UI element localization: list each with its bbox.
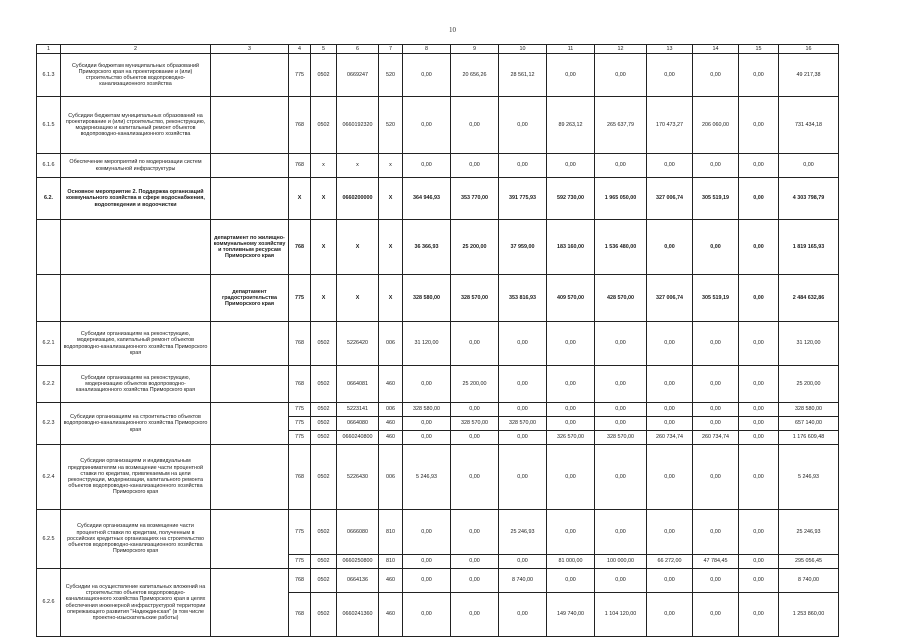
amount-cell: 0,00 xyxy=(547,569,595,593)
amount-cell: 0,00 xyxy=(647,366,693,403)
target-article-code: 5226420 xyxy=(337,322,379,366)
amount-cell: 0,00 xyxy=(739,403,779,417)
amount-cell: 0,00 xyxy=(547,366,595,403)
amount-cell: 353 770,00 xyxy=(451,178,499,220)
row-name xyxy=(61,275,211,322)
row-name: Субсидии организациям на строительство объектов водопроводно-канализационного хозяйства Приморского края xyxy=(61,403,211,445)
expense-type-code: Х xyxy=(379,220,403,275)
amount-cell: 328 580,00 xyxy=(779,403,839,417)
amount-cell: 0,00 xyxy=(451,322,499,366)
amount-cell: 0,00 xyxy=(693,417,739,431)
grbs-code: 768 xyxy=(289,366,311,403)
amount-cell: 25 246,93 xyxy=(779,510,839,555)
amount-cell: 0,00 xyxy=(739,510,779,555)
amount-cell: 328 570,00 xyxy=(499,417,547,431)
expense-type-code: 810 xyxy=(379,555,403,569)
table-row xyxy=(37,178,839,220)
row-executor xyxy=(211,178,289,220)
column-number: 11 xyxy=(547,45,595,54)
section-code: 0502 xyxy=(311,54,337,97)
column-number: 3 xyxy=(211,45,289,54)
table-row xyxy=(37,510,839,555)
grbs-code: 768 xyxy=(289,322,311,366)
amount-cell: 0,00 xyxy=(451,403,499,417)
target-article-code: 0664081 xyxy=(337,366,379,403)
row-code: 6.1.6 xyxy=(37,154,61,178)
amount-cell: 25 246,93 xyxy=(499,510,547,555)
section-code: 0502 xyxy=(311,593,337,637)
table-row xyxy=(37,445,839,510)
row-name: Субсидии организациям на реконструкцию, модернизацию объектов водопроводно-канализационного хозяйства Приморского края xyxy=(61,366,211,403)
amount-cell: 20 656,26 xyxy=(451,54,499,97)
amount-cell: 0,00 xyxy=(403,431,451,445)
amount-cell: 0,00 xyxy=(595,154,647,178)
row-executor xyxy=(211,97,289,154)
row-code: 6.2.5 xyxy=(37,510,61,569)
grbs-code: 768 xyxy=(289,220,311,275)
amount-cell: 206 060,00 xyxy=(693,97,739,154)
target-article-code: 0666080 xyxy=(337,510,379,555)
amount-cell: 0,00 xyxy=(693,445,739,510)
column-number: 6 xyxy=(337,45,379,54)
amount-cell: 0,00 xyxy=(403,593,451,637)
amount-cell: 36 366,93 xyxy=(403,220,451,275)
amount-cell: 1 536 480,00 xyxy=(595,220,647,275)
amount-cell: 328 570,00 xyxy=(451,417,499,431)
amount-cell: 353 816,93 xyxy=(499,275,547,322)
amount-cell: 170 473,27 xyxy=(647,97,693,154)
row-name: Субсидии на осуществление капитальных вложений на строительство объектов водопроводно-канализационного хозяйства Приморского края в целях обеспечения инженерной инфраструктурой территории опережающего развития "Надеждинская" (в том числе проектно-изыскательские работы) xyxy=(61,569,211,637)
amount-cell: 327 006,74 xyxy=(647,178,693,220)
section-code: 0502 xyxy=(311,97,337,154)
target-article-code: 0660250800 xyxy=(337,555,379,569)
row-executor xyxy=(211,403,289,445)
amount-cell: 0,00 xyxy=(647,220,693,275)
table-row xyxy=(37,403,839,417)
row-code: 6.1.5 xyxy=(37,97,61,154)
amount-cell: 149 740,00 xyxy=(547,593,595,637)
table-row xyxy=(37,154,839,178)
section-code: Х xyxy=(311,178,337,220)
row-name: Субсидии бюджетам муниципальных образований на проектирование и (или) строительство, реконструкцию, модернизацию и капитальный ремонт объектов водопроводно-канализационного хозяйства xyxy=(61,97,211,154)
amount-cell: 428 570,00 xyxy=(595,275,647,322)
table-row xyxy=(37,54,839,97)
row-name: Основное мероприятие 2. Поддержка организаций коммунального хозяйства в сфере водоснабжения, водоотведения и водоочистки xyxy=(61,178,211,220)
row-code xyxy=(37,220,61,275)
grbs-code: 775 xyxy=(289,275,311,322)
amount-cell: 0,00 xyxy=(499,322,547,366)
amount-cell: 0,00 xyxy=(739,417,779,431)
row-code xyxy=(37,275,61,322)
grbs-code: 768 xyxy=(289,445,311,510)
amount-cell: 0,00 xyxy=(595,569,647,593)
row-executor xyxy=(211,366,289,403)
amount-cell: 326 570,00 xyxy=(547,431,595,445)
amount-cell: 0,00 xyxy=(693,154,739,178)
row-code: 6.1.3 xyxy=(37,54,61,97)
amount-cell: 0,00 xyxy=(451,510,499,555)
table-row xyxy=(37,569,839,593)
expense-type-code: х xyxy=(379,154,403,178)
column-number: 8 xyxy=(403,45,451,54)
amount-cell: 1 253 860,00 xyxy=(779,593,839,637)
grbs-code: Х xyxy=(289,178,311,220)
expense-type-code: 460 xyxy=(379,431,403,445)
amount-cell: 0,00 xyxy=(451,431,499,445)
amount-cell: 0,00 xyxy=(739,569,779,593)
amount-cell: 81 000,00 xyxy=(547,555,595,569)
row-executor xyxy=(211,154,289,178)
amount-cell: 592 730,00 xyxy=(547,178,595,220)
amount-cell: 0,00 xyxy=(451,555,499,569)
expense-type-code: 520 xyxy=(379,97,403,154)
section-code: х xyxy=(311,154,337,178)
amount-cell: 0,00 xyxy=(739,97,779,154)
section-code: 0502 xyxy=(311,403,337,417)
amount-cell: 1 819 165,93 xyxy=(779,220,839,275)
amount-cell: 100 000,00 xyxy=(595,555,647,569)
grbs-code: 768 xyxy=(289,569,311,593)
amount-cell: 31 120,00 xyxy=(403,322,451,366)
column-number: 14 xyxy=(693,45,739,54)
target-article-code: Х xyxy=(337,220,379,275)
amount-cell: 31 120,00 xyxy=(779,322,839,366)
amount-cell: 0,00 xyxy=(647,154,693,178)
amount-cell: 0,00 xyxy=(403,417,451,431)
grbs-code: 768 xyxy=(289,593,311,637)
amount-cell: 0,00 xyxy=(693,510,739,555)
row-executor xyxy=(211,569,289,637)
grbs-code: 768 xyxy=(289,154,311,178)
amount-cell: 0,00 xyxy=(547,322,595,366)
amount-cell: 25 200,00 xyxy=(451,366,499,403)
amount-cell: 0,00 xyxy=(499,154,547,178)
amount-cell: 0,00 xyxy=(739,220,779,275)
amount-cell: 5 246,93 xyxy=(403,445,451,510)
amount-cell: 0,00 xyxy=(403,97,451,154)
row-code: 6.2.2 xyxy=(37,366,61,403)
amount-cell: 0,00 xyxy=(403,569,451,593)
amount-cell: 0,00 xyxy=(547,510,595,555)
target-article-code: 0660241360 xyxy=(337,593,379,637)
amount-cell: 0,00 xyxy=(595,366,647,403)
target-article-code: х xyxy=(337,154,379,178)
amount-cell: 0,00 xyxy=(693,220,739,275)
row-executor: департамент по жилищно-коммунальному хозяйству и топливным ресурсам Приморского края xyxy=(211,220,289,275)
amount-cell: 0,00 xyxy=(739,54,779,97)
row-code: 6.2.1 xyxy=(37,322,61,366)
column-number: 15 xyxy=(739,45,779,54)
column-number: 5 xyxy=(311,45,337,54)
row-executor xyxy=(211,510,289,569)
expense-type-code: 460 xyxy=(379,569,403,593)
amount-cell: 327 006,74 xyxy=(647,275,693,322)
amount-cell: 0,00 xyxy=(451,154,499,178)
amount-cell: 328 570,00 xyxy=(451,275,499,322)
expense-type-code: 810 xyxy=(379,510,403,555)
table-row xyxy=(37,322,839,366)
amount-cell: 731 434,18 xyxy=(779,97,839,154)
amount-cell: 1 176 609,48 xyxy=(779,431,839,445)
amount-cell: 1 965 050,00 xyxy=(595,178,647,220)
section-code: 0502 xyxy=(311,431,337,445)
row-name: Субсидии организациям на возмещение части процентной ставки по кредитам, полученным в российских кредитных организациях на строительство объектов водопроводно-канализационного хозяйства Приморского края xyxy=(61,510,211,569)
amount-cell: 2 484 632,86 xyxy=(779,275,839,322)
grbs-code: 768 xyxy=(289,97,311,154)
target-article-code: 0669247 xyxy=(337,54,379,97)
row-code: 6.2. xyxy=(37,178,61,220)
amount-cell: 0,00 xyxy=(547,154,595,178)
amount-cell: 391 775,93 xyxy=(499,178,547,220)
target-article-code: 0660240800 xyxy=(337,431,379,445)
amount-cell: 305 519,19 xyxy=(693,275,739,322)
amount-cell: 0,00 xyxy=(739,322,779,366)
column-number: 4 xyxy=(289,45,311,54)
table-row xyxy=(37,220,839,275)
amount-cell: 0,00 xyxy=(451,593,499,637)
amount-cell: 0,00 xyxy=(595,403,647,417)
amount-cell: 0,00 xyxy=(403,510,451,555)
amount-cell: 0,00 xyxy=(403,555,451,569)
amount-cell: 0,00 xyxy=(693,366,739,403)
amount-cell: 0,00 xyxy=(595,54,647,97)
target-article-code: 5223141 xyxy=(337,403,379,417)
amount-cell: 0,00 xyxy=(739,431,779,445)
section-code: 0502 xyxy=(311,322,337,366)
amount-cell: 0,00 xyxy=(779,154,839,178)
target-article-code: 0664080 xyxy=(337,417,379,431)
amount-cell: 8 740,00 xyxy=(499,569,547,593)
amount-cell: 0,00 xyxy=(451,569,499,593)
column-number: 16 xyxy=(779,45,839,54)
amount-cell: 328 580,00 xyxy=(403,275,451,322)
section-code: Х xyxy=(311,220,337,275)
amount-cell: 8 740,00 xyxy=(779,569,839,593)
grbs-code: 775 xyxy=(289,555,311,569)
amount-cell: 66 272,00 xyxy=(647,555,693,569)
amount-cell: 0,00 xyxy=(547,54,595,97)
amount-cell: 0,00 xyxy=(499,97,547,154)
target-article-code: 5226430 xyxy=(337,445,379,510)
column-number: 7 xyxy=(379,45,403,54)
amount-cell: 0,00 xyxy=(647,593,693,637)
amount-cell: 0,00 xyxy=(693,322,739,366)
amount-cell: 1 104 120,00 xyxy=(595,593,647,637)
amount-cell: 295 056,45 xyxy=(779,555,839,569)
section-code: 0502 xyxy=(311,569,337,593)
amount-cell: 0,00 xyxy=(499,593,547,637)
amount-cell: 0,00 xyxy=(547,403,595,417)
amount-cell: 49 217,38 xyxy=(779,54,839,97)
amount-cell: 0,00 xyxy=(739,366,779,403)
table-row xyxy=(37,366,839,403)
grbs-code: 775 xyxy=(289,403,311,417)
amount-cell: 0,00 xyxy=(647,403,693,417)
amount-cell: 0,00 xyxy=(499,403,547,417)
row-executor xyxy=(211,445,289,510)
amount-cell: 0,00 xyxy=(647,54,693,97)
column-number: 9 xyxy=(451,45,499,54)
amount-cell: 89 263,12 xyxy=(547,97,595,154)
target-article-code: 0660192320 xyxy=(337,97,379,154)
row-name: Субсидии организациям на реконструкцию, модернизацию, капитальный ремонт объектов водопроводно-канализационного хозяйства Приморского края xyxy=(61,322,211,366)
amount-cell: 0,00 xyxy=(647,569,693,593)
amount-cell: 183 160,00 xyxy=(547,220,595,275)
amount-cell: 409 570,00 xyxy=(547,275,595,322)
amount-cell: 0,00 xyxy=(647,510,693,555)
section-code: 0502 xyxy=(311,555,337,569)
amount-cell: 328 570,00 xyxy=(595,431,647,445)
amount-cell: 25 200,00 xyxy=(779,366,839,403)
amount-cell: 0,00 xyxy=(403,154,451,178)
amount-cell: 37 959,00 xyxy=(499,220,547,275)
amount-cell: 0,00 xyxy=(595,510,647,555)
target-article-code: 0660200000 xyxy=(337,178,379,220)
amount-cell: 328 580,00 xyxy=(403,403,451,417)
section-code: Х xyxy=(311,275,337,322)
page-number: 10 xyxy=(449,26,456,34)
section-code: 0502 xyxy=(311,445,337,510)
row-code: 6.2.4 xyxy=(37,445,61,510)
section-code: 0502 xyxy=(311,417,337,431)
amount-cell: 0,00 xyxy=(693,593,739,637)
amount-cell: 0,00 xyxy=(499,366,547,403)
row-name: Обеспечение мероприятий по модернизации систем коммунальной инфраструктуры xyxy=(61,154,211,178)
expense-type-code: 460 xyxy=(379,593,403,637)
expense-type-code: 460 xyxy=(379,417,403,431)
amount-cell: 364 946,93 xyxy=(403,178,451,220)
grbs-code: 775 xyxy=(289,510,311,555)
row-name: Субсидии организациям и индивидуальным предпринимателям на возмещение части процентной ставки по кредитам, привлекаемым на цели реконструкции, модернизации, капитального ремонта объектов водопроводно-канализационного хозяйства Приморского края xyxy=(61,445,211,510)
amount-cell: 25 200,00 xyxy=(451,220,499,275)
amount-cell: 5 246,93 xyxy=(779,445,839,510)
amount-cell: 260 734,74 xyxy=(693,431,739,445)
row-executor xyxy=(211,322,289,366)
row-executor xyxy=(211,54,289,97)
amount-cell: 0,00 xyxy=(739,593,779,637)
amount-cell: 0,00 xyxy=(403,366,451,403)
amount-cell: 28 561,12 xyxy=(499,54,547,97)
section-code: 0502 xyxy=(311,366,337,403)
column-number: 2 xyxy=(61,45,211,54)
amount-cell: 0,00 xyxy=(499,445,547,510)
expense-type-code: 006 xyxy=(379,403,403,417)
expense-type-code: Х xyxy=(379,178,403,220)
amount-cell: 0,00 xyxy=(595,322,647,366)
amount-cell: 0,00 xyxy=(595,417,647,431)
column-number-row xyxy=(37,45,839,54)
target-article-code: 0664136 xyxy=(337,569,379,593)
row-code: 6.2.6 xyxy=(37,569,61,637)
table-row xyxy=(37,275,839,322)
amount-cell: 0,00 xyxy=(739,275,779,322)
amount-cell: 0,00 xyxy=(547,445,595,510)
amount-cell: 0,00 xyxy=(693,403,739,417)
amount-cell: 0,00 xyxy=(739,555,779,569)
amount-cell: 0,00 xyxy=(647,322,693,366)
amount-cell: 0,00 xyxy=(693,54,739,97)
amount-cell: 47 784,45 xyxy=(693,555,739,569)
row-executor: департамент градостроительства Приморского края xyxy=(211,275,289,322)
amount-cell: 0,00 xyxy=(739,445,779,510)
grbs-code: 775 xyxy=(289,417,311,431)
amount-cell: 0,00 xyxy=(647,445,693,510)
expense-type-code: 006 xyxy=(379,322,403,366)
amount-cell: 0,00 xyxy=(693,569,739,593)
row-name xyxy=(61,220,211,275)
column-number: 13 xyxy=(647,45,693,54)
column-number: 1 xyxy=(37,45,61,54)
amount-cell: 0,00 xyxy=(647,417,693,431)
expense-type-code: Х xyxy=(379,275,403,322)
amount-cell: 0,00 xyxy=(547,417,595,431)
amount-cell: 0,00 xyxy=(739,178,779,220)
amount-cell: 265 637,79 xyxy=(595,97,647,154)
expense-type-code: 460 xyxy=(379,366,403,403)
amount-cell: 0,00 xyxy=(451,97,499,154)
grbs-code: 775 xyxy=(289,54,311,97)
amount-cell: 0,00 xyxy=(499,555,547,569)
row-name: Субсидии бюджетам муниципальных образований Приморского края на проектирование и (или) строительство объектов водопроводно-канализационного хозяйства xyxy=(61,54,211,97)
amount-cell: 4 303 798,79 xyxy=(779,178,839,220)
column-number: 12 xyxy=(595,45,647,54)
amount-cell: 0,00 xyxy=(595,445,647,510)
target-article-code: Х xyxy=(337,275,379,322)
column-number: 10 xyxy=(499,45,547,54)
table-row xyxy=(37,97,839,154)
expense-type-code: 520 xyxy=(379,54,403,97)
amount-cell: 260 734,74 xyxy=(647,431,693,445)
amount-cell: 657 140,00 xyxy=(779,417,839,431)
budget-table xyxy=(36,44,839,637)
amount-cell: 305 519,19 xyxy=(693,178,739,220)
grbs-code: 775 xyxy=(289,431,311,445)
row-code: 6.2.3 xyxy=(37,403,61,445)
amount-cell: 0,00 xyxy=(451,445,499,510)
amount-cell: 0,00 xyxy=(739,154,779,178)
amount-cell: 0,00 xyxy=(499,431,547,445)
section-code: 0502 xyxy=(311,510,337,555)
amount-cell: 0,00 xyxy=(403,54,451,97)
expense-type-code: 006 xyxy=(379,445,403,510)
